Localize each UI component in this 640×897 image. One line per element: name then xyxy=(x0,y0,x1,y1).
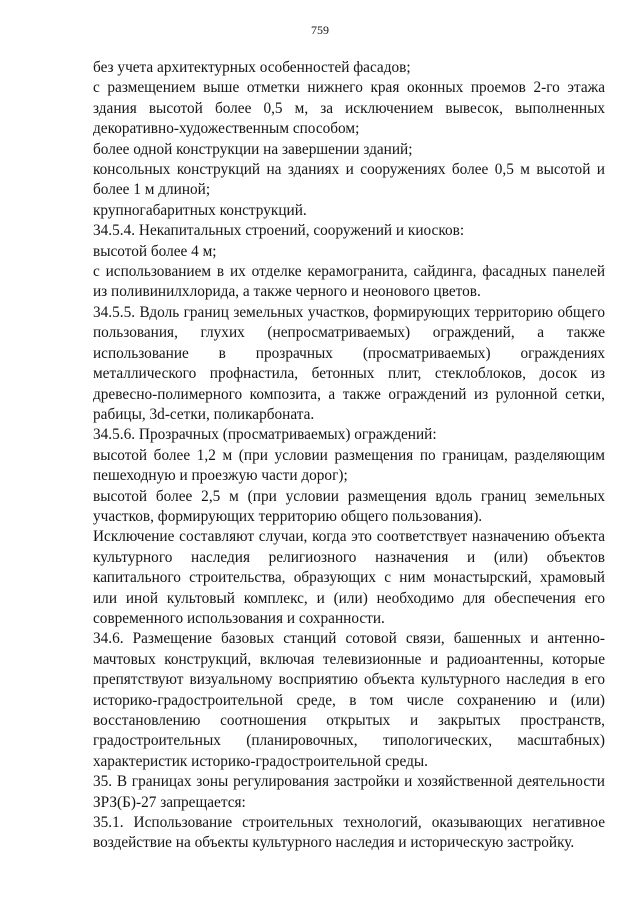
page-number: 759 xyxy=(311,23,329,37)
paragraph: высотой более 2,5 м (при условии размещения вдоль границ земельных участков, формирующих территорию общего пользования). xyxy=(93,487,605,525)
section-paragraph: 34.5.5. Вдоль границ земельных участков, формирующих территорию общего пользования, глухих (непросматриваемых) ограждений, а также использование в прозрачных (просматриваемых) ограждениях металлического профнастила, бетонных плит, стеклоблоков, досок из древесно-полимерного композита, а также ограждений из рулонной сетки, рабицы, 3d-сетки, поликарбоната. xyxy=(93,303,605,423)
paragraph: Исключение составляют случаи, когда это соответствует назначению объекта культурного наследия религиозного назначения и (или) объектов капитального строительства, образующих с ним монастырский, храмовый или иной культовый комплекс, и (или) необходимо для обеспечения его современного использования и сохранности. xyxy=(93,528,605,627)
section-paragraph: 34.6. Размещение базовых станций сотовой связи, башенных и антенно-мачтовых конструкций, включая телевизионные и радиоантенны, которые препятствуют визуальному восприятию объекта культурного наследия в его историко-градостроительной среде, в том числе сохранению и (или) восстановлению соотношения открытых и закрытых пространств, градостроительных (планировочных, типологических, масштабных) характеристик историко-градостроительной среды. xyxy=(93,630,605,770)
section-heading: 34.5.4. Некапитальных строений, сооружений и киосков: xyxy=(93,222,465,240)
paragraph: с использованием в их отделке керамогранита, сайдинга, фасадных панелей из поливинилхлорида, а также черного и неонового цветов. xyxy=(93,263,605,301)
paragraph: консольных конструкций на зданиях и сооружениях более 0,5 м высотой и более 1 м длиной; xyxy=(93,161,605,199)
paragraph: без учета архитектурных особенностей фасадов; xyxy=(93,59,411,76)
paragraph: с размещением выше отметки нижнего края оконных проемов 2-го этажа здания высотой более 0,5 м, за исключением вывесок, выполненных декоративно-художественным способом; xyxy=(93,79,605,138)
section-heading: 34.5.6. Прозрачных (просматриваемых) ограждений: xyxy=(93,426,437,444)
paragraph: крупногабаритных конструкций. xyxy=(93,201,307,219)
paragraph: более одной конструкции на завершении зданий; xyxy=(93,140,413,158)
section-paragraph: 35.1. Использование строительных технологий, оказывающих негативное воздействие на объекты культурного наследия и историческую застройку. xyxy=(93,814,605,852)
paragraph: высотой более 4 м; xyxy=(93,242,217,260)
document-body xyxy=(93,58,605,854)
paragraph: высотой более 1,2 м (при условии размещения по границам, разделяющим пешеходную и проезжую части дорог); xyxy=(93,446,605,485)
section-paragraph: 35. В границах зоны регулирования застройки и хозяйственной деятельности ЗРЗ(Б)-27 запрещается: xyxy=(93,773,605,811)
